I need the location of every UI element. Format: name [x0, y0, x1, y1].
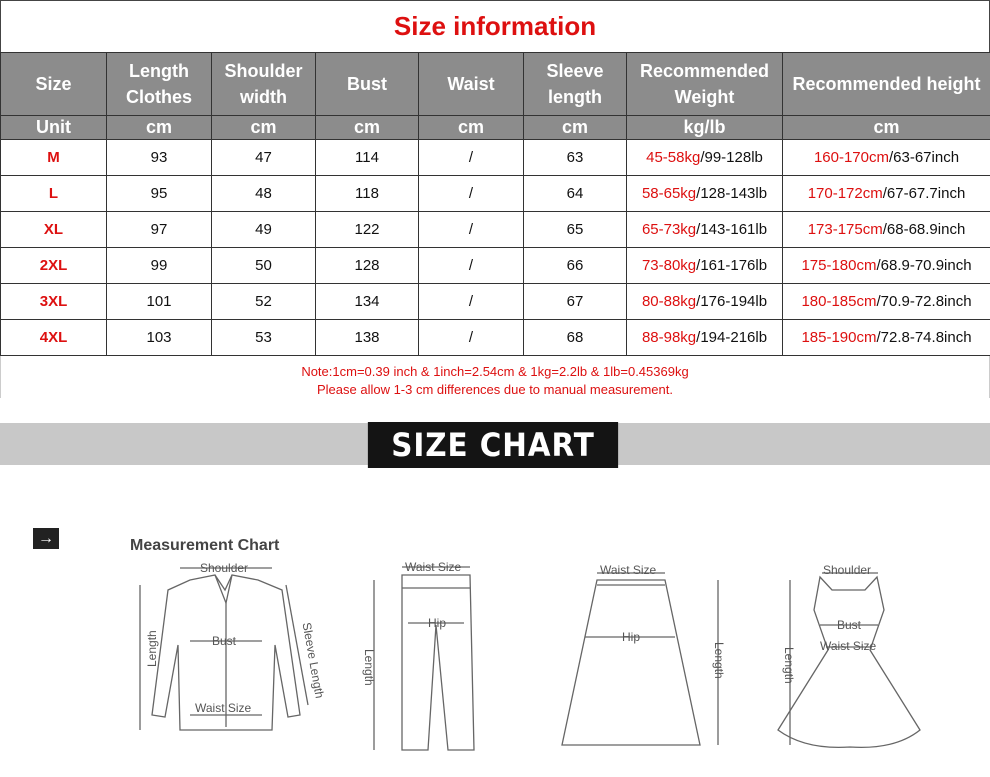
- cell-weight-metric: 73-80kg: [641, 257, 697, 274]
- dress-sketch-icon: [778, 573, 920, 747]
- unit-weight: kg/lb: [627, 116, 783, 140]
- cell-bust: 138: [316, 320, 419, 356]
- dress-bust-label: Bust: [837, 618, 862, 632]
- cell-weight-imperial: /161-176lb: [696, 257, 768, 274]
- cell-sleeve: 65: [524, 212, 627, 248]
- cell-height: [783, 248, 990, 284]
- cell-weight-imperial: /194-216lb: [696, 329, 768, 346]
- cell-waist: /: [419, 284, 524, 320]
- cell-weight-imperial: /128-143lb: [696, 185, 768, 202]
- shirt-sleeve-label: Sleeve Length: [299, 621, 327, 700]
- cell-height-imperial: /67-67.7inch: [882, 185, 966, 202]
- cell-height-metric: 175-180cm: [801, 257, 877, 274]
- cell-bust: 128: [316, 248, 419, 284]
- cell-weight: [627, 284, 783, 320]
- size-chart-banner: SIZE CHART: [368, 422, 618, 468]
- cell-waist: /: [419, 320, 524, 356]
- cell-height: [783, 320, 990, 356]
- arrow-right-icon: →: [33, 528, 59, 549]
- cell-shoulder: 52: [212, 284, 316, 320]
- cell-size: XL: [1, 212, 107, 248]
- cell-size: 4XL: [1, 320, 107, 356]
- unit-length: cm: [107, 116, 212, 140]
- unit-waist: cm: [419, 116, 524, 140]
- header-height: Recommended height: [783, 53, 990, 116]
- cell-sleeve: 63: [524, 140, 627, 176]
- cell-weight-metric: 45-58kg: [646, 149, 701, 166]
- cell-height-imperial: /68-68.9inch: [882, 221, 966, 238]
- unit-row: [1, 116, 990, 140]
- table-row: [1, 320, 990, 356]
- note-line-1: Note:1cm=0.39 inch & 1inch=2.54cm & 1kg=2.2lb & 1lb=0.45369kg: [301, 364, 689, 379]
- cell-waist: /: [419, 176, 524, 212]
- cell-weight: [627, 140, 783, 176]
- cell-size: M: [1, 140, 107, 176]
- shirt-waist-label: Waist Size: [195, 701, 252, 715]
- note-line-2: Please allow 1-3 cm differences due to manual measurement.: [316, 382, 673, 397]
- unit-shoulder: cm: [212, 116, 316, 140]
- table-row: [1, 212, 990, 248]
- cell-length: 99: [107, 248, 212, 284]
- cell-weight-metric: 88-98kg: [641, 329, 697, 346]
- cell-weight: [627, 248, 783, 284]
- dress-length-label: Length: [782, 647, 796, 684]
- cell-weight-metric: 65-73kg: [641, 221, 697, 238]
- shirt-length-label: Length: [145, 630, 159, 667]
- pants-hip-label: Hip: [428, 616, 447, 630]
- measurement-chart-title: Measurement Chart: [130, 537, 280, 554]
- cell-weight-metric: 58-65kg: [641, 185, 697, 202]
- unit-height: cm: [783, 116, 990, 140]
- skirt-length-label: Length: [712, 642, 726, 679]
- cell-weight-imperial: /176-194lb: [696, 293, 768, 310]
- table-row: [1, 140, 990, 176]
- header-waist: Waist: [419, 53, 524, 116]
- cell-height-metric: 170-172cm: [807, 185, 883, 202]
- shirt-bust-label: Bust: [212, 634, 237, 648]
- dress-shoulder-label: Shoulder: [823, 563, 872, 577]
- header-bust: Bust: [316, 53, 419, 116]
- skirt-sketch-icon: [562, 573, 718, 745]
- cell-weight-imperial: /99-128lb: [700, 149, 763, 166]
- cell-height: [783, 140, 990, 176]
- cell-size: L: [1, 176, 107, 212]
- cell-height: [783, 176, 990, 212]
- unit-bust: cm: [316, 116, 419, 140]
- table-row: [1, 284, 990, 320]
- cell-weight-imperial: /143-161lb: [696, 221, 768, 238]
- measurement-illustrations: [0, 555, 990, 777]
- cell-height-metric: 185-190cm: [801, 329, 877, 346]
- cell-bust: 134: [316, 284, 419, 320]
- skirt-waist-label: Waist Size: [600, 563, 657, 577]
- cell-weight: [627, 212, 783, 248]
- shirt-shoulder-label: Shoulder: [200, 561, 249, 575]
- cell-size: 3XL: [1, 284, 107, 320]
- header-size: Size: [1, 53, 107, 116]
- table-row: [1, 176, 990, 212]
- cell-height: [783, 212, 990, 248]
- conversion-note: [0, 356, 990, 398]
- cell-weight-metric: 80-88kg: [641, 293, 697, 310]
- cell-sleeve: 66: [524, 248, 627, 284]
- pants-length-label: Length: [362, 649, 376, 686]
- cell-height-imperial: /68.9-70.9inch: [876, 257, 972, 274]
- cell-waist: /: [419, 248, 524, 284]
- pants-sketch-icon: [374, 567, 474, 750]
- cell-shoulder: 53: [212, 320, 316, 356]
- pants-waist-label: Waist Size: [405, 560, 462, 574]
- cell-sleeve: 67: [524, 284, 627, 320]
- header-length: Length Clothes: [107, 53, 212, 116]
- cell-length: 95: [107, 176, 212, 212]
- cell-height-imperial: /70.9-72.8inch: [876, 293, 972, 310]
- cell-length: 93: [107, 140, 212, 176]
- cell-waist: /: [419, 212, 524, 248]
- cell-waist: /: [419, 140, 524, 176]
- cell-sleeve: 64: [524, 176, 627, 212]
- unit-sleeve: cm: [524, 116, 627, 140]
- cell-height-imperial: /72.8-74.8inch: [876, 329, 972, 346]
- cell-length: 97: [107, 212, 212, 248]
- cell-shoulder: 47: [212, 140, 316, 176]
- header-row: [1, 53, 990, 116]
- header-shoulder: Shoulder width: [212, 53, 316, 116]
- cell-length: 101: [107, 284, 212, 320]
- header-sleeve: Sleeve length: [524, 53, 627, 116]
- cell-length: 103: [107, 320, 212, 356]
- cell-bust: 122: [316, 212, 419, 248]
- unit-label: Unit: [1, 116, 107, 140]
- cell-height-metric: 180-185cm: [801, 293, 877, 310]
- size-info-title: Size information: [0, 0, 990, 52]
- cell-shoulder: 50: [212, 248, 316, 284]
- skirt-hip-label: Hip: [622, 630, 641, 644]
- cell-height-metric: 173-175cm: [807, 221, 883, 238]
- header-weight: Recommended Weight: [627, 53, 783, 116]
- cell-height: [783, 284, 990, 320]
- table-row: [1, 248, 990, 284]
- cell-weight: [627, 176, 783, 212]
- cell-bust: 118: [316, 176, 419, 212]
- cell-weight: [627, 320, 783, 356]
- size-table: [0, 52, 990, 356]
- cell-sleeve: 68: [524, 320, 627, 356]
- cell-bust: 114: [316, 140, 419, 176]
- cell-height-imperial: /63-67inch: [888, 149, 960, 166]
- cell-shoulder: 49: [212, 212, 316, 248]
- cell-height-metric: 160-170cm: [813, 149, 889, 166]
- cell-size: 2XL: [1, 248, 107, 284]
- cell-shoulder: 48: [212, 176, 316, 212]
- dress-waist-label: Waist Size: [820, 639, 877, 653]
